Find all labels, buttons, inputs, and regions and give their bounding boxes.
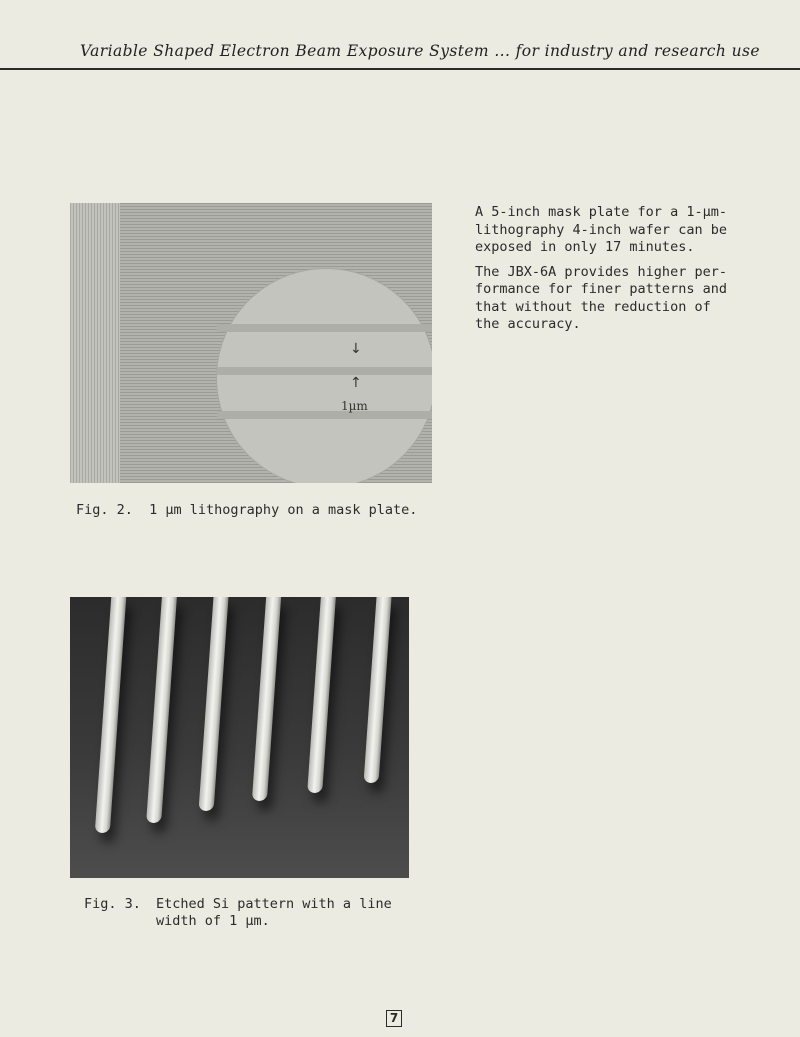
figure-3-caption-text: Etched Si pattern with a line width of 1 µm.	[156, 896, 392, 929]
si-line	[363, 597, 391, 783]
si-line	[252, 597, 281, 801]
body-text	[475, 204, 775, 341]
pattern-line	[217, 367, 432, 375]
header-title: Variable Shaped Electron Beam Exposure System ... for industry and research use	[80, 42, 760, 60]
arrow-up-icon: ↑	[350, 375, 362, 391]
pattern-line	[217, 324, 432, 332]
figure-2-image	[70, 203, 432, 483]
si-line	[199, 597, 229, 811]
mask-edge-pattern	[70, 203, 120, 483]
paragraph: A 5-inch mask plate for a 1-µm- lithography 4-inch wafer can be exposed in only 17 minutes.	[475, 204, 727, 255]
pattern-line	[217, 411, 432, 419]
figure-2-caption: Fig. 2. 1 µm lithography on a mask plate.	[76, 502, 418, 518]
si-line	[307, 597, 336, 793]
si-line	[146, 597, 177, 823]
magnified-inset	[216, 268, 432, 483]
page-header	[0, 38, 800, 70]
arrow-down-icon: ↓	[350, 341, 362, 357]
scale-mark: 1µm	[341, 399, 368, 413]
paragraph: The JBX-6A provides higher per- formance for finer patterns and that without the reduction of the accuracy.	[475, 263, 727, 332]
figure-3-image	[70, 597, 409, 878]
si-line	[95, 597, 127, 833]
figure-3-caption-label: Fig. 3.	[84, 896, 141, 912]
page-number: 7	[386, 1010, 402, 1027]
